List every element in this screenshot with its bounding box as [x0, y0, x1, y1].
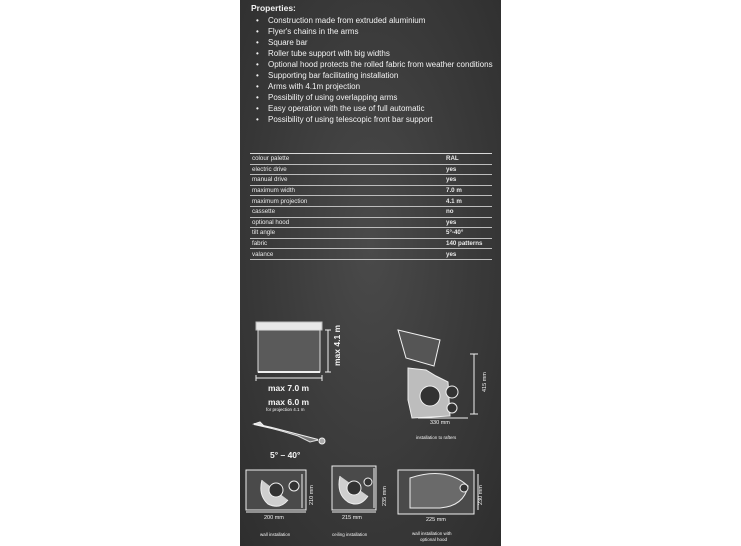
spec-value: yes	[444, 217, 492, 228]
spec-label: manual drive	[250, 175, 444, 186]
hood-installation-drawing	[398, 470, 478, 514]
awning-front-view	[256, 322, 331, 381]
hood-width-label: 225 mm	[426, 517, 446, 523]
spec-value: 5°-40°	[444, 228, 492, 239]
wall-installation-drawing	[246, 470, 306, 512]
hood-caption-line2: optional hood	[420, 537, 448, 542]
property-item: • Square bar	[254, 37, 494, 48]
rafters-height-label: 415 mm	[482, 372, 488, 392]
rafters-installation-drawing	[398, 330, 478, 418]
rafters-width-label: 330 mm	[430, 420, 450, 426]
spec-label: maximum width	[250, 185, 444, 196]
product-sheet-panel	[240, 0, 501, 546]
properties-title: Properties:	[251, 3, 296, 13]
projection-label: max 4.1 m	[332, 324, 342, 366]
tilt-label: 5° – 40°	[270, 450, 301, 460]
property-item: • Easy operation with the use of full automatic	[254, 103, 494, 114]
spec-value: 4.1 m	[444, 196, 492, 207]
property-item: • Construction made from extruded aluminium	[254, 15, 494, 26]
spec-label: cassette	[250, 206, 444, 217]
width-alt-note: for projection 4.1 m	[266, 407, 305, 412]
property-item: • Possibility of using telescopic front bar support	[254, 114, 494, 125]
spec-label: valance	[250, 249, 444, 260]
width-label: max 7.0 m	[268, 383, 310, 393]
wall-width-label: 200 mm	[264, 515, 284, 521]
rafters-caption: installation to rafters	[416, 435, 457, 440]
wall-height-label: 210 mm	[309, 485, 315, 505]
property-item: • Flyer's chains in the arms	[254, 26, 494, 37]
property-item: • Optional hood protects the rolled fabric from weather conditions	[254, 59, 494, 70]
spec-value: yes	[444, 249, 492, 260]
ceiling-width-label: 215 mm	[342, 515, 362, 521]
property-item: • Supporting bar facilitating installation	[254, 70, 494, 81]
property-item: • Arms with 4.1m projection	[254, 81, 494, 92]
property-item: • Roller tube support with big widths	[254, 48, 494, 59]
spec-label: colour palette	[250, 154, 444, 165]
spec-value: yes	[444, 175, 492, 186]
spec-label: fabric	[250, 238, 444, 249]
spec-value: 7.0 m	[444, 185, 492, 196]
ceiling-height-label: 235 mm	[382, 486, 388, 506]
spec-label: tilt angle	[250, 228, 444, 239]
spec-value: no	[444, 206, 492, 217]
spec-value: 140 patterns	[444, 238, 492, 249]
spec-label: maximum projection	[250, 196, 444, 207]
awning-tilt-view	[254, 422, 325, 444]
property-item: • Possibility of using overlapping arms	[254, 92, 494, 103]
ceiling-caption: ceiling installation	[332, 532, 368, 537]
width-alt-label: max 6.0 m	[268, 397, 310, 407]
spec-value: RAL	[444, 154, 492, 165]
spec-label: optional hood	[250, 217, 444, 228]
hood-caption-line1: wall installation with	[412, 531, 452, 536]
spec-label: electric drive	[250, 164, 444, 175]
hood-height-label: 230 mm	[478, 485, 484, 505]
spec-value: yes	[444, 164, 492, 175]
wall-caption: wall installation	[260, 532, 291, 537]
ceiling-installation-drawing	[332, 466, 376, 512]
technical-drawings	[240, 0, 501, 546]
